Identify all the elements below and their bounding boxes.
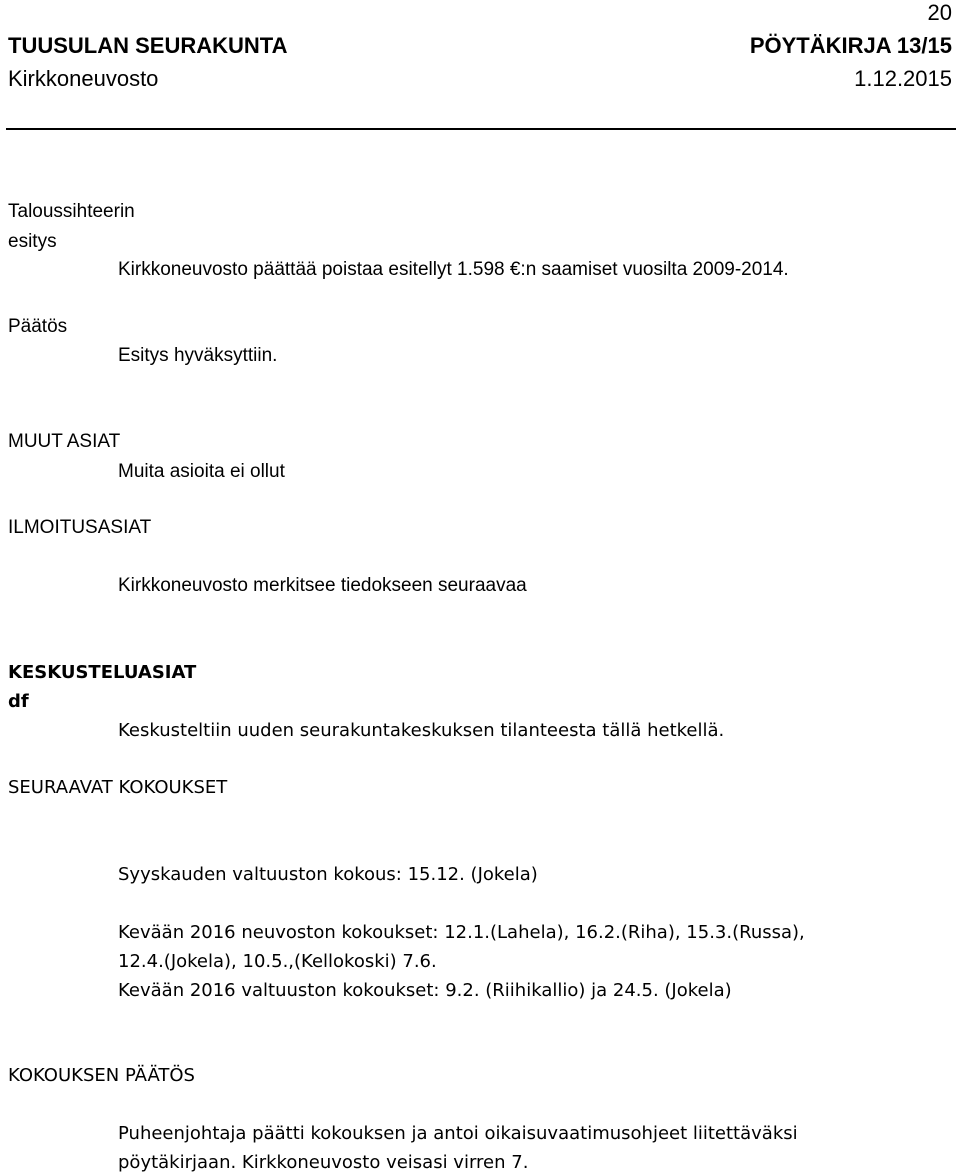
meeting-date: 1.12.2015 bbox=[854, 66, 952, 91]
next-meetings-line-3: 12.4.(Jokela), 10.5.,(Kellokoski) 7.6. bbox=[118, 951, 437, 972]
other-matters-text: Muita asioita ei ollut bbox=[118, 461, 285, 482]
document-title: PÖYTÄKIRJA 13/15 bbox=[749, 33, 952, 58]
page-number: 20 bbox=[927, 0, 952, 25]
committee-name: Kirkkoneuvosto bbox=[8, 66, 159, 91]
heading-announcements: ILMOITUSASIAT bbox=[8, 517, 152, 538]
discussion-text: Keskusteltiin uuden seurakuntakeskuksen tilanteesta tällä hetkellä. bbox=[118, 720, 725, 741]
heading-meeting-closing: KOKOUKSEN PÄÄTÖS bbox=[8, 1065, 195, 1086]
discussion-subcode: df bbox=[8, 691, 29, 712]
header-divider bbox=[6, 128, 956, 130]
section-label-decision: Päätös bbox=[8, 316, 68, 337]
heading-next-meetings: SEURAAVAT KOKOUKSET bbox=[8, 777, 228, 798]
closing-line-2: pöytäkirjaan. Kirkkoneuvosto veisasi virren 7. bbox=[118, 1152, 529, 1173]
next-meetings-line-2: Kevään 2016 neuvoston kokoukset: 12.1.(Lahela), 16.2.(Riha), 15.3.(Russa), bbox=[118, 922, 805, 943]
section-label-proposal: Taloussihteerin bbox=[8, 201, 135, 222]
organization-name: TUUSULAN SEURAKUNTA bbox=[8, 33, 288, 58]
heading-other-matters: MUUT ASIAT bbox=[8, 431, 121, 452]
next-meetings-line-4: Kevään 2016 valtuuston kokoukset: 9.2. (Riihikallio) ja 24.5. (Jokela) bbox=[118, 980, 732, 1001]
closing-line-1: Puheenjohtaja päätti kokouksen ja antoi oikaisuvaatimusohjeet liitettäväksi bbox=[118, 1123, 798, 1144]
decision-text: Esitys hyväksyttiin. bbox=[118, 345, 278, 366]
heading-discussion: KESKUSTELUASIAT bbox=[8, 662, 197, 683]
proposal-text: Kirkkoneuvosto päättää poistaa esitellyt 1.598 €:n saamiset vuosilta 2009-2014. bbox=[118, 259, 789, 280]
next-meetings-line-1: Syyskauden valtuuston kokous: 15.12. (Jokela) bbox=[118, 864, 538, 885]
section-label-proposal-2: esitys bbox=[8, 231, 57, 252]
announcements-text: Kirkkoneuvosto merkitsee tiedokseen seuraavaa bbox=[118, 575, 527, 596]
